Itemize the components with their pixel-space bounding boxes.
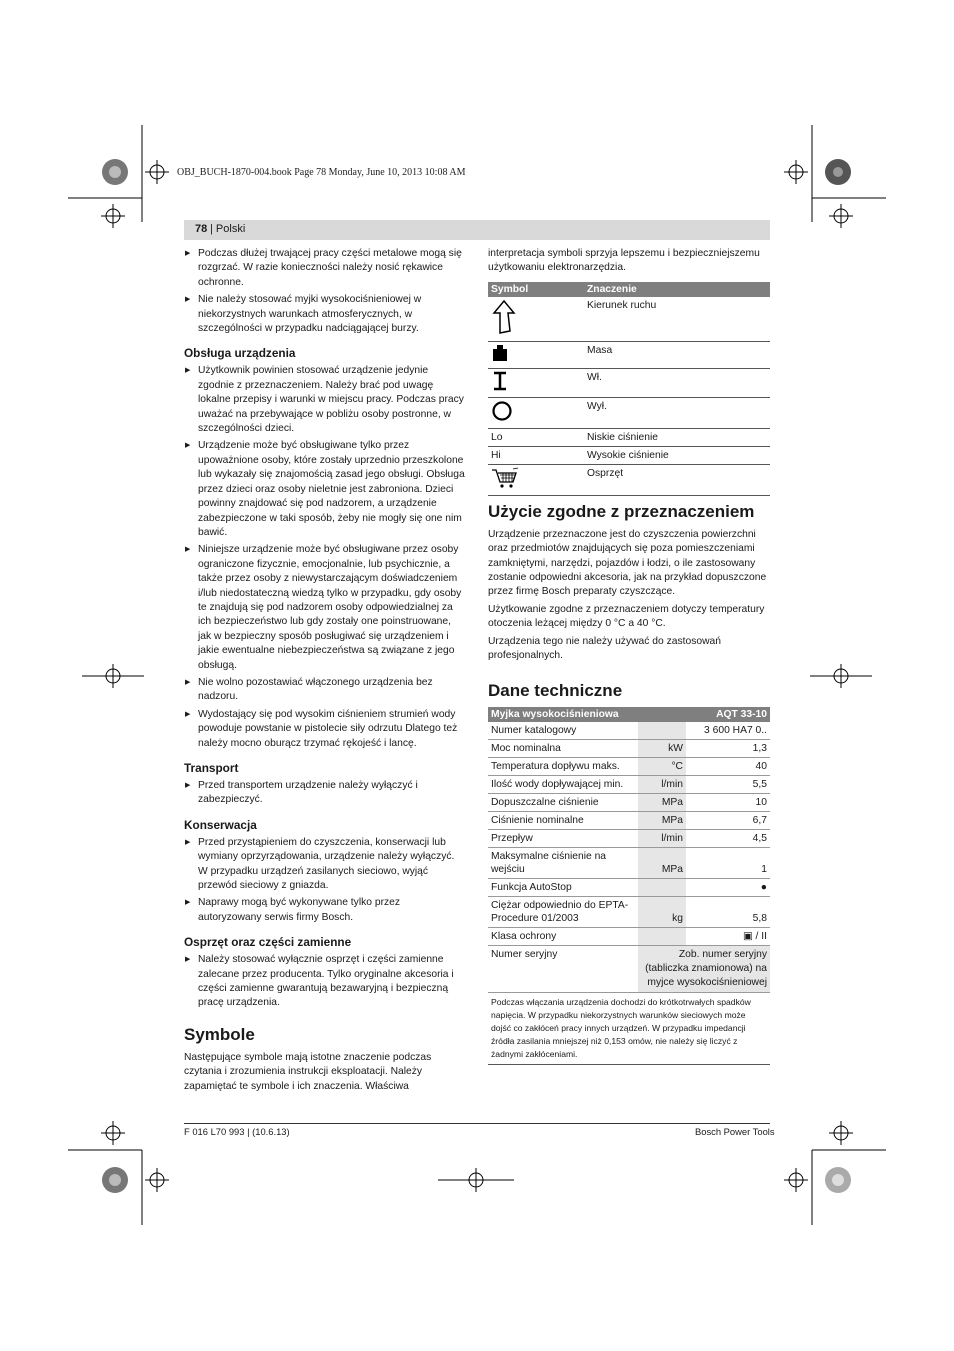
table-cell: Wył. [584, 397, 770, 428]
symbol-table [488, 282, 770, 496]
on-icon [491, 371, 509, 391]
table-row [488, 397, 770, 428]
row-label: Numer katalogowy [488, 722, 638, 740]
table-cell: Hi [488, 446, 584, 464]
table-header-row [488, 282, 770, 297]
row-value: 4,5 [686, 830, 770, 848]
row-unit: MPa [638, 794, 686, 812]
paragraph: Urządzenia tego nie należy używać do zastosowań profesjonalnych. [488, 635, 721, 662]
row-label: Ilość wody dopływającej min. [488, 776, 638, 794]
table-row [488, 928, 770, 946]
list-item: ▶ Przed transportem urządzenie należy wyłączyć i zabezpieczyć. [184, 779, 466, 808]
table-row [488, 758, 770, 776]
section-heading: Konserwacja [184, 817, 257, 832]
row-label: Numer seryjny [488, 946, 638, 993]
tech-data-table [488, 707, 770, 993]
list-item: ▶ Należy stosować wyłącznie osprzęt i części zamienne zalecane przez producenta. Tylko oryginalne akcesoria i części zamienne gwarantują bezawaryjną i bezpieczną pracę urządzenia. [184, 953, 466, 1011]
table-cell: Lo [488, 428, 584, 446]
list-item: ▶ Podczas dłużej trwającej pracy części metalowe mogą się rozgrzać. W razie konieczności należy nosić rękawice ochronne. [184, 247, 466, 290]
page-number: 78 [195, 223, 208, 235]
print-header: OBJ_BUCH-1870-004.book Page 78 Monday, June 10, 2013 10:08 AM [177, 167, 466, 178]
row-value: 40 [686, 758, 770, 776]
table-row [488, 722, 770, 740]
footer-doc-id: F 016 L70 993 | (10.6.13) [184, 1126, 290, 1137]
table-row [488, 740, 770, 758]
table-cell: Osprzęt [584, 464, 770, 495]
row-label: Temperatura dopływu maks. [488, 758, 638, 776]
row-value: 5,8 [686, 897, 770, 928]
table-cell: Masa [584, 341, 770, 368]
list-item: ▶ Nie wolno pozostawiać włączonego urządzenia bez nadzoru. [184, 676, 466, 705]
row-label: Maksymalne ciśnienie na wejściu [488, 848, 638, 879]
row-label: Przepływ [488, 830, 638, 848]
right-column [488, 247, 770, 1065]
table-row [488, 428, 770, 446]
table-row [488, 341, 770, 368]
section-heading: Transport [184, 761, 239, 775]
row-unit [638, 928, 686, 946]
table-row [488, 776, 770, 794]
weight-icon [491, 344, 509, 362]
row-unit [638, 879, 686, 897]
off-icon [491, 400, 513, 422]
table-row [488, 879, 770, 897]
section-title: Użycie zgodne z przeznaczeniem [488, 501, 755, 521]
row-label: Klasa ochrony [488, 928, 638, 946]
row-unit: MPa [638, 812, 686, 830]
table-row [488, 848, 770, 879]
row-value: ● [686, 879, 770, 897]
list-item: ▶ Niniejsze urządzenie może być obsługiwane przez osoby ograniczone fizycznie, emocjonalnie, lub psychicznie, a także przez osoby z niewystarczającym doświadczeniem i/lub niedostateczną wiedzą tylko w przypadku, gdy osoby te znajdują się pod nadzorem osoby odpowiedzialnej za ich bezpieczeństwo lub gdy zostały one poinstruowane, jak w bezpieczny sposób posługiwać się urządzeniem i jakie ewentualne niebezpieczeństwa są związane z jego obsługą. [184, 543, 466, 673]
row-unit: °C [638, 758, 686, 776]
row-label: Ciężar odpowiednio do EPTA-Procedure 01/2003 [488, 897, 638, 928]
accessory-cart-icon [491, 467, 519, 489]
paragraph: Użytkowanie zgodne z przeznaczeniem dotyczy temperatury otoczenia leżącej między 0 °C a 40 °C. [488, 603, 765, 630]
table-row [488, 946, 770, 993]
table-row [488, 446, 770, 464]
row-unit: l/min [638, 776, 686, 794]
table-row [488, 897, 770, 928]
column-header: Symbol [488, 282, 584, 297]
row-unit: kg [638, 897, 686, 928]
row-value: 1 [686, 848, 770, 879]
paragraph: Urządzenie przeznaczone jest do czyszczenia powierzchni oraz przedmiotów znajdujących się poza pomieszczeniami zamkniętymi, narzędzi, pojazdów i łodzi, o ile zastosowany zostanie odpowiedni akcesoria, jak na przykład dopuszczone przez firmę Bosch preparaty czyszczące. [488, 528, 767, 598]
column-header: AQT 33-10 [686, 707, 770, 722]
table-row [488, 464, 770, 495]
table-row [488, 368, 770, 397]
section-title: Symbole [184, 1024, 255, 1044]
row-unit: kW [638, 740, 686, 758]
row-unit [638, 722, 686, 740]
paragraph: interpretacja symboli sprzyja lepszemu i bezpieczniejszemu użytkowaniu elektronarzędzia. [488, 248, 760, 274]
row-unit: MPa [638, 848, 686, 879]
list-item: ▶ Naprawy mogą być wykonywane tylko przez autoryzowany serwis firmy Bosch. [184, 896, 466, 925]
section-label: | Polski [210, 223, 246, 235]
section-title: Dane techniczne [488, 681, 623, 701]
row-label: Funkcja AutoStop [488, 879, 638, 897]
list-item: ▶ Urządzenie może być obsługiwane tylko przez upoważnione osoby, które zostały uprzednio przeszkolone lub wykazały się znajomością zasad jego obsługi. Obsługa przez dzieci oraz osoby nieletnie jest zabroniona. Dzieci powinny znajdować się pod nadzorem, a urządzenie zabezpieczone w taki sposób, żeby nie mogły się one nim bawić. [184, 439, 466, 540]
table-row [488, 830, 770, 848]
left-column [184, 247, 466, 1097]
row-value: ▣ / II [686, 928, 770, 946]
row-value: 6,7 [686, 812, 770, 830]
list-item: ▶ Przed przystąpieniem do czyszczenia, konserwacji lub wymiany oprzyrządowania, urządzenie należy wyłączyć. W przypadku urządzeń zasilanych sieciowo, wyjąć przewód sieciowy z gniazda. [184, 836, 466, 894]
table-row [488, 794, 770, 812]
row-unit: l/min [638, 830, 686, 848]
section-heading: Obsługa urządzenia [184, 346, 296, 361]
table-cell: Wysokie ciśnienie [584, 446, 770, 464]
row-value: 3 600 HA7 0.. [686, 722, 770, 740]
row-label: Dopuszczalne ciśnienie [488, 794, 638, 812]
footer-divider [184, 1123, 770, 1124]
footnote: Podczas włączania urządzenia dochodzi do krótkotrwałych spadków napięcia. W przypadku niekorzystnych warunków sieciowych może dojść co zakłóceń pracy innych urządzeń. W przypadku impedancji źródła zasilania mniejszej niż 0,153 omów, nie należy się liczyć z żadnymi zakłóceniami. [488, 993, 770, 1065]
row-label: Moc nominalna [488, 740, 638, 758]
column-header: Znaczenie [584, 282, 770, 297]
column-header: Myjka wysokociśnieniowa [488, 707, 686, 722]
section-heading: Osprzęt oraz części zamienne [184, 935, 352, 950]
row-value: 1,3 [686, 740, 770, 758]
table-cell: Niskie ciśnienie [584, 428, 770, 446]
section-name: Polski [215, 223, 246, 235]
table-header-row [488, 707, 770, 722]
list-item: ▶ Wydostający się pod wysokim ciśnieniem strumień wody powoduje powstanie w pistolecie siły odrzutu Dlatego też należy mocno oburącz trzymać rękojeść i lancę. [184, 708, 466, 751]
row-value: 5,5 [686, 776, 770, 794]
table-cell: Kierunek ruchu [584, 297, 770, 342]
row-value: 10 [686, 794, 770, 812]
page-header-bar [184, 220, 770, 240]
table-cell [488, 341, 584, 368]
footer-brand: Bosch Power Tools [695, 1126, 775, 1137]
list-item: ▶ Nie należy stosować myjki wysokociśnieniowej w niekorzystnych warunkach atmosferycznych, w szczególności w przypadku nadciągającej burzy. [184, 293, 466, 336]
table-cell: Wł. [584, 368, 770, 397]
table-row [488, 297, 770, 342]
row-value: Zob. numer seryjny (tabliczka znamionowa) na myjce wysokociśnieniowej [638, 946, 770, 993]
table-cell [488, 297, 584, 342]
list-item: ▶ Użytkownik powinien stosować urządzenie jedynie zgodnie z przeznaczeniem. Należy brać pod uwagę lokalne przepisy i warunki w miejscu pracy. Podczas pracy uważać na przebywające w pobliżu osoby postronne, w szczególności dzieci. [184, 364, 466, 436]
direction-arrow-icon [491, 299, 517, 335]
table-cell [488, 397, 584, 428]
table-row [488, 812, 770, 830]
table-cell [488, 368, 584, 397]
table-cell [488, 464, 584, 495]
row-label: Ciśnienie nominalne [488, 812, 638, 830]
paragraph: Następujące symbole mają istotne znaczenie podczas czytania i zrozumienia instrukcji eksploatacji. Należy zapamiętać te symbole i ich znaczenia. Właściwa [184, 1051, 432, 1092]
